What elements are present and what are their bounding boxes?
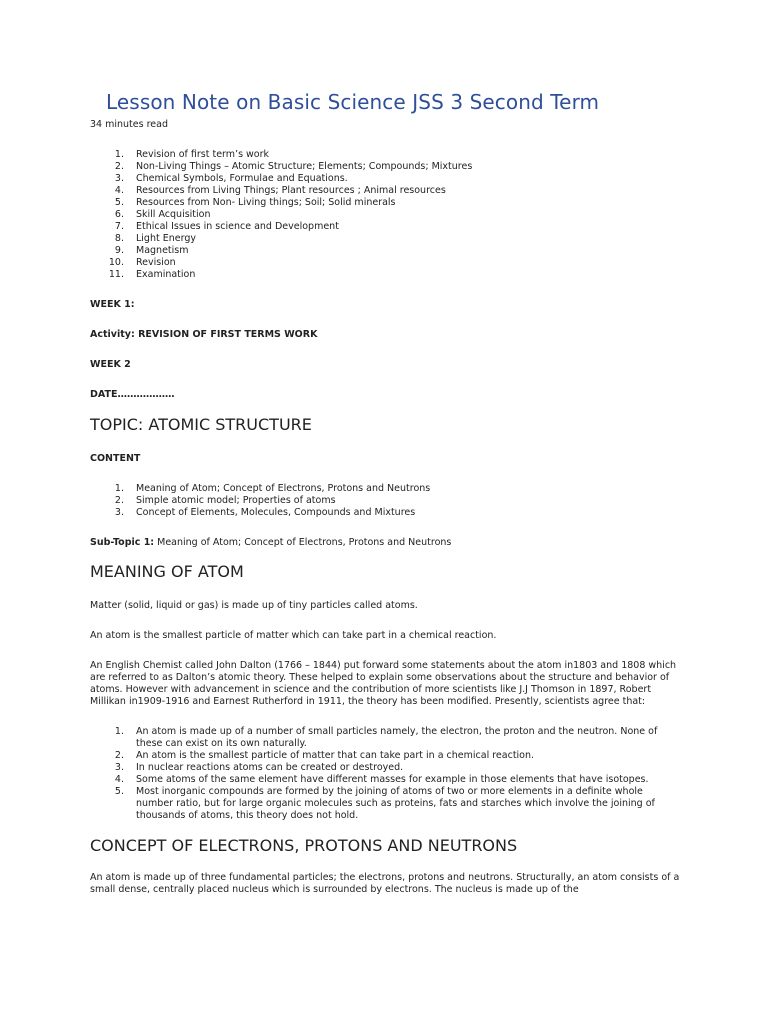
scheme-of-work-list: [90, 149, 680, 281]
list-item: 10. Revision: [108, 257, 176, 268]
list-item: 3. Chemical Symbols, Formulae and Equations.: [114, 173, 348, 184]
concept-paragraph: An atom is made up of three fundamental particles; the electrons, protons and neutrons. Structurally, an atom consists of a small dense, centrally placed nucleus which is surrounded by electrons. The nucleus is made up of the: [90, 872, 680, 895]
document-body: [90, 149, 680, 896]
read-time: 34 minutes read: [90, 119, 168, 130]
list-item: 1. Revision of first term’s work: [114, 149, 270, 160]
week1-label: WEEK 1:: [90, 299, 135, 310]
list-item: 5. Resources from Non- Living things; Soil; Solid minerals: [114, 197, 396, 208]
atom-paragraph: An atom is the smallest particle of matter which can take part in a chemical reaction.: [90, 630, 497, 641]
list-item: 4. Resources from Living Things; Plant resources ; Animal resources: [114, 185, 446, 196]
list-item: 1. Meaning of Atom; Concept of Electrons, Protons and Neutrons: [114, 483, 431, 494]
date-label: DATE………………: [90, 389, 175, 400]
content-label: CONTENT: [90, 453, 141, 464]
scientists-agree-list: [90, 726, 680, 822]
subtopic-label: Sub-Topic 1:: [90, 537, 155, 548]
list-item: 1. An atom is made up of a number of small particles namely, the electron, the proton and the neutron. None of these can exist on its own naturally.: [114, 726, 658, 749]
content-list: [90, 483, 680, 519]
concept-heading: CONCEPT OF ELECTRONS, PROTONS AND NEUTRONS: [90, 836, 518, 855]
list-item: 6. Skill Acquisition: [114, 209, 211, 220]
list-item: 2. Simple atomic model; Properties of atoms: [114, 495, 336, 506]
list-item: 4. Some atoms of the same element have different masses for example in those elements that have isotopes.: [114, 774, 649, 785]
list-item: 7. Ethical Issues in science and Development: [114, 221, 339, 232]
list-item: 5. Most inorganic compounds are formed by the joining of atoms of two or more elements in a definite whole number ratio, but for large organic molecules such as proteins, fats and starches which involve the joining of thousands of atoms, this theory does not hold.: [114, 786, 655, 821]
subtopic-text: Meaning of Atom; Concept of Electrons, Protons and Neutrons: [154, 537, 452, 548]
topic-heading: TOPIC: ATOMIC STRUCTURE: [90, 415, 312, 434]
meaning-heading: MEANING OF ATOM: [90, 562, 244, 581]
list-item: 9. Magnetism: [114, 245, 189, 256]
dalton-paragraph: An English Chemist called John Dalton (1766 – 1844) put forward some statements about the atom in1803 and 1808 which are referred to as Dalton’s atomic theory. These helped to explain some observations about the structure and behavior of atoms. However with advancement in science and the contribution of more scientists like J.J Thomson in 1897, Robert Millikan in1909-1916 and Earnest Rutherford in 1911, the theory has been modified. Presently, scientists agree that:: [90, 660, 677, 707]
subtopic-line: [90, 537, 680, 549]
document-title: Lesson Note on Basic Science JSS 3 Second Term: [106, 90, 600, 114]
week2-label: WEEK 2: [90, 359, 131, 370]
list-item: 8. Light Energy: [114, 233, 196, 244]
list-item: 3. Concept of Elements, Molecules, Compounds and Mixtures: [114, 507, 416, 518]
list-item: 3. In nuclear reactions atoms can be created or destroyed.: [114, 762, 404, 773]
list-item: 11. Examination: [108, 269, 196, 280]
list-item: 2. Non-Living Things – Atomic Structure; Elements; Compounds; Mixtures: [114, 161, 473, 172]
list-item: 2. An atom is the smallest particle of matter that can take part in a chemical reaction.: [114, 750, 535, 761]
activity-label: Activity: REVISION OF FIRST TERMS WORK: [90, 329, 318, 340]
matter-paragraph: Matter (solid, liquid or gas) is made up of tiny particles called atoms.: [90, 600, 418, 611]
